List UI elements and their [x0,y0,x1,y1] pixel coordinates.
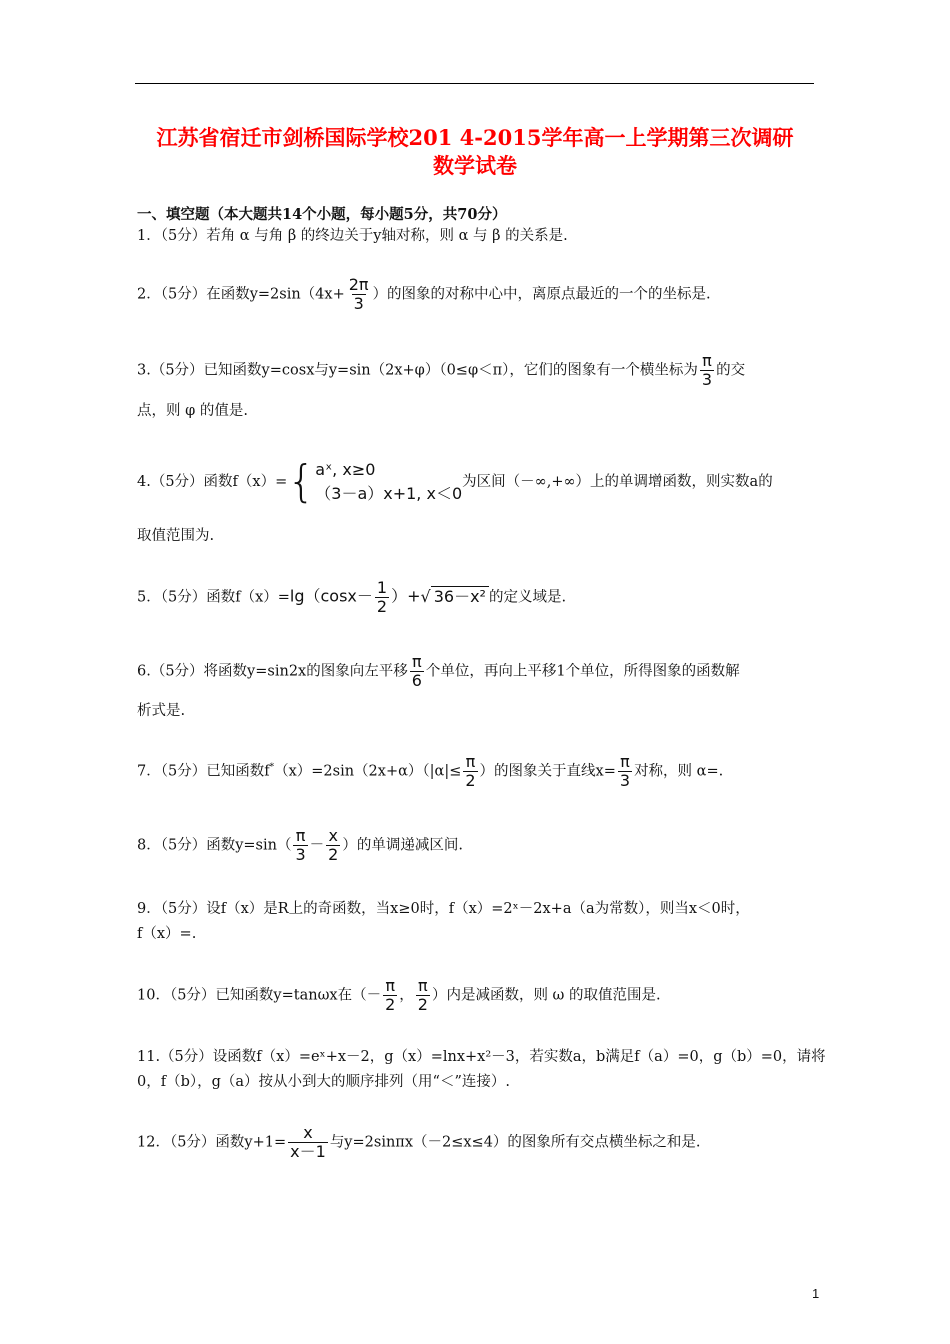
piecewise-function: { aˣ, x≥0 （3－a）x+1, x＜0 [287,456,463,507]
question-9: 9．（5分）设f（x）是R上的奇函数，当x≥0时，f（x）=2ˣ－2x+a（a为常数），则当x＜0时， [137,901,750,917]
question-6: 6.（5分）将函数y=sin2x的图象向左平移 $\frac{\pi}{6}$ 个单位，再向上平移1个单位，所得图象的函数解 [137,652,740,690]
question-9-cont: f（x）=. [137,926,197,942]
question-2: 2．（5分）在函数y=2sin（4x+ $\frac{2\pi}{3}$ ）的图象的对称中心中，离原点最近的一个的坐标是. [137,275,711,313]
question-12: 12．（5分）函数y+1= $\frac{x}{x-1}$ 与y=2sinπx（－2≤x≤4）的图象所有交点横坐标之和是. [137,1123,701,1161]
question-4-cont: 取值范围为. [137,528,215,544]
fraction: $\frac{\pi}{2}$ [465,752,476,790]
fraction: $\frac{\pi}{3}$ [619,752,631,790]
question-6-cont: 析式是. [137,703,186,719]
fraction: $\frac{\pi}{3}$ [701,351,713,389]
question-8: 8．（5分）函数y=sin（ $\frac{\pi}{3}$ － $\frac{x}{2}$ ）的单调递减区间. [137,826,463,864]
fraction: $\frac{\pi}{2}$ [385,976,396,1014]
page-number: 1 [812,1286,820,1301]
fraction: $\frac{\pi}{3}$ [295,826,306,864]
title-line-1: 江苏省宿迁市剑桥国际学校201 4-2015学年高一上学期第三次调研 [156,125,794,150]
fraction: $\frac{x}{2}$ [328,826,339,864]
question-4: 4.（5分）函数f（x）= { aˣ, x≥0 （3－a）x+1, x＜0 为区间（－∞,+∞）上的单调增函数，则实数a的 [137,456,773,507]
question-10: 10．（5分）已知函数y=tanωx在（－ $\frac{\pi}{2}$ ， $\frac{\pi}{2}$ ）内是减函数，则 ω 的取值范围是. [137,976,661,1014]
fraction: $\frac{\pi}{6}$ [411,652,422,690]
fraction: $\frac{\pi}{2}$ [417,976,428,1014]
section-heading: 一、填空题（本大题共14个小题，每小题5分，共70分） [137,206,507,223]
fraction: $\frac{1}{2}$ [376,578,388,616]
title-line-2: 数学试卷 [433,153,517,178]
question-5: 5．（5分）函数f（x）=lg（cosx－ $\frac{1}{2}$ ）+√ 36－x² 的定义域是. [137,578,567,616]
question-7: 7．（5分）已知函数f*（x）=2sin（2x+α）（|α|≤ $\frac{\pi}{2}$ ）的图象关于直线x= $\frac{\pi}{3}$ 对称，则 α=. [137,752,724,790]
question-3: 3.（5分）已知函数y=cosx与y=sin（2x+φ）（0≤φ＜π），它们的图象有一个横坐标为 $\frac{\pi}{3}$ 的交 [137,351,746,389]
question-11-cont: 0，f（b），g（a）按从小到大的顺序排列（用“＜”连接）. [137,1074,510,1090]
sqrt: √ 36－x² [421,587,489,608]
header-rule [135,83,814,84]
question-3-cont: 点，则 φ 的值是. [137,403,248,419]
question-11: 11.（5分）设函数f（x）=eˣ+x－2，g（x）=lnx+x²－3，若实数a，b满足f（a）=0，g（b）=0，请将 [137,1049,826,1065]
fraction: $\frac{x}{x-1}$ [290,1123,326,1161]
fraction: $\frac{2\pi}{3}$ [348,275,369,313]
question-1: 1．（5分）若角 α 与角 β 的终边关于y轴对称，则 α 与 β 的关系是. [137,228,568,244]
